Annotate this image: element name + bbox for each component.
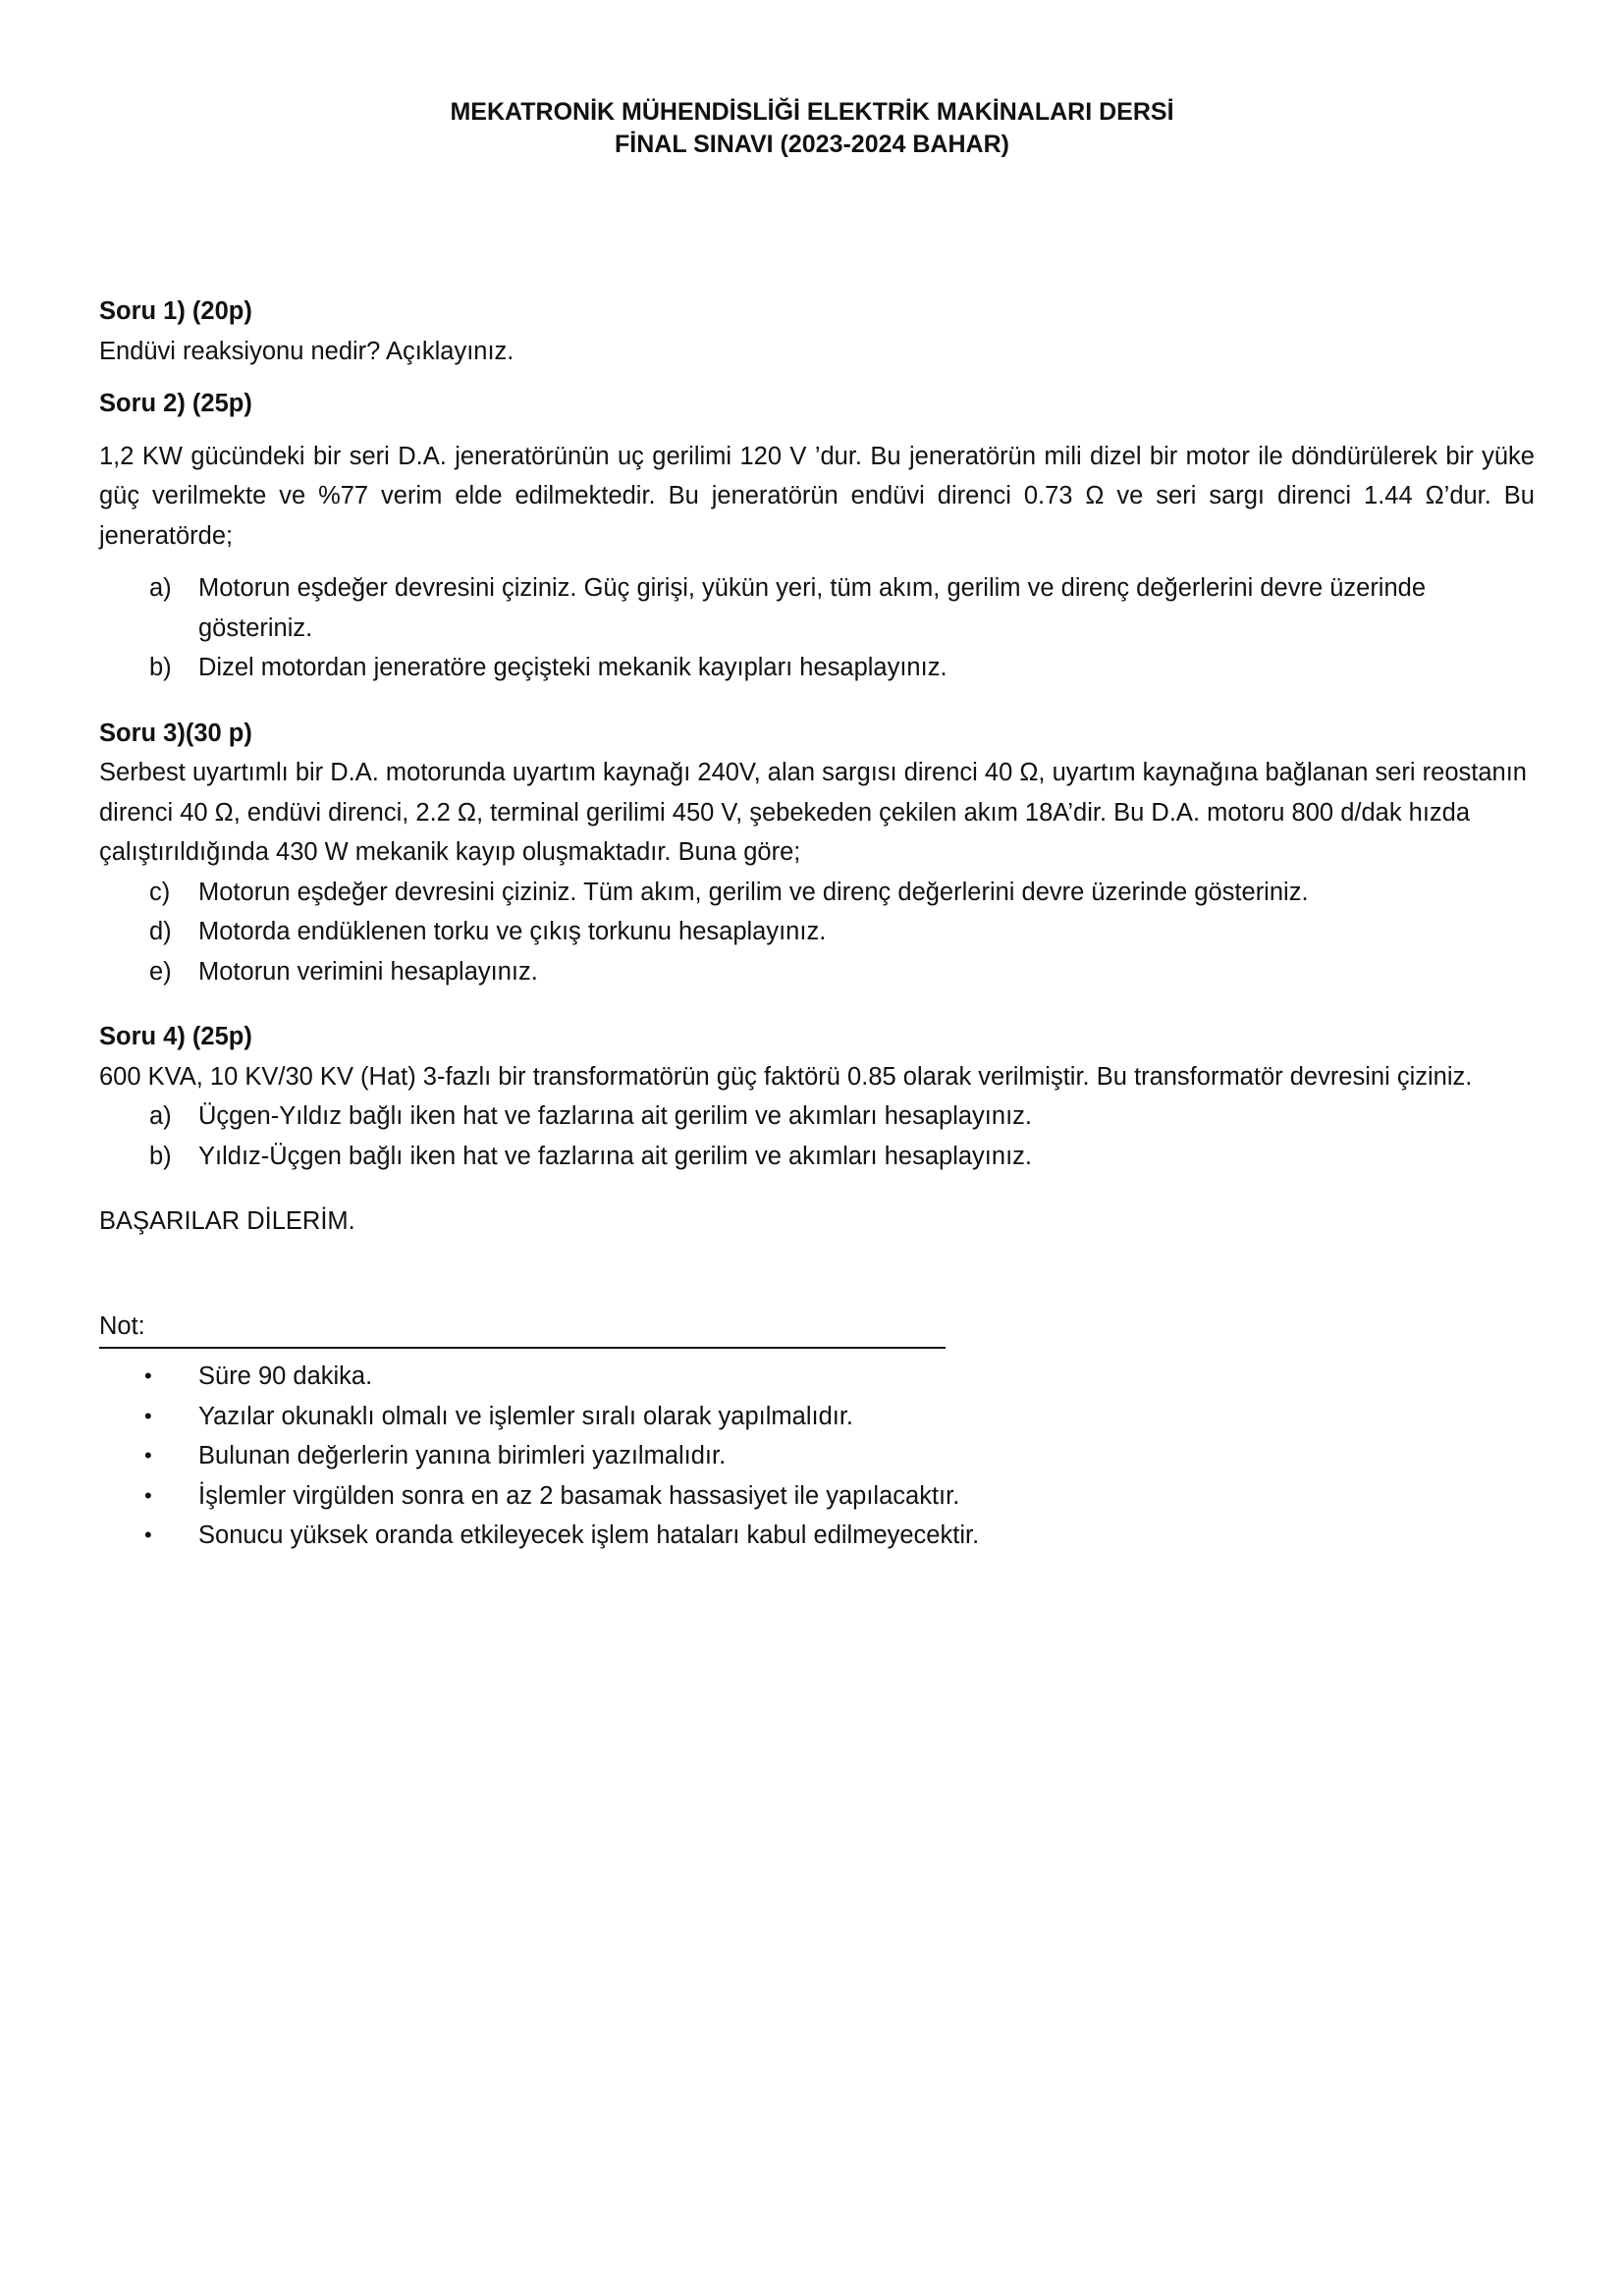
sub-question-list bbox=[99, 873, 1535, 992]
sub-question bbox=[99, 952, 1535, 992]
sub-question bbox=[99, 648, 1535, 688]
notes-section bbox=[99, 1307, 1535, 1556]
sub-question-marker: d) bbox=[149, 918, 172, 945]
sub-question-marker: e) bbox=[149, 957, 172, 986]
header-exam-title: FİNAL SINAVI (2023-2024 BAHAR) bbox=[615, 131, 1009, 158]
sub-question-text: Motorun eşdeğer devresini çiziniz. Güç girişi, yükün yeri, tüm akım, gerilim ve direnç değerlerini devre üzerinde gösteriniz. bbox=[198, 574, 1427, 642]
note-item bbox=[99, 1397, 1535, 1437]
header-course-title: MEKATRONİK MÜHENDİSLİĞİ ELEKTRİK MAKİNALARI DERSİ bbox=[450, 98, 1174, 126]
sub-question-marker: a) bbox=[149, 1102, 172, 1130]
note-item bbox=[99, 1476, 1535, 1517]
bullet-icon: • bbox=[144, 1482, 152, 1508]
question-1 bbox=[99, 292, 1535, 371]
sub-question bbox=[99, 1096, 1535, 1137]
bullet-icon: • bbox=[144, 1443, 152, 1468]
question-3 bbox=[99, 714, 1535, 992]
note-text: Bulunan değerlerin yanına birimleri yazılmalıdır. bbox=[198, 1442, 727, 1469]
sub-question-list bbox=[99, 568, 1535, 688]
sub-question-marker: b) bbox=[149, 654, 172, 681]
document-header bbox=[0, 96, 1624, 161]
question-2 bbox=[99, 384, 1535, 688]
sub-question-marker: b) bbox=[149, 1142, 172, 1170]
sub-question-text: Motorda endüklenen torku ve çıkış torkunu hesaplayınız. bbox=[198, 918, 827, 945]
notes-label: Not: bbox=[99, 1311, 145, 1340]
sub-question bbox=[99, 912, 1535, 952]
sub-question bbox=[99, 568, 1535, 648]
question-text: Endüvi reaksiyonu nedir? Açıklayınız. bbox=[99, 337, 514, 365]
question-title: Soru 3)(30 p) bbox=[99, 719, 252, 747]
question-title: Soru 1) (20p) bbox=[99, 297, 252, 325]
question-text: 1,2 KW gücündeki bir seri D.A. jeneratörünün uç gerilimi 120 V ’dur. Bu jeneratörün mili dizel bir motor ile döndürülerek bir yüke güç verilmekte ve %77 verim elde edilmektedir. Bu jeneratörün endüvi direnci 0.73 Ω ve seri sargı direnci 1.44 Ω’dur. Bu jeneratörde; bbox=[99, 442, 1535, 550]
bullet-icon: • bbox=[144, 1403, 152, 1428]
sub-question-text: Motorun verimini hesaplayınız. bbox=[198, 957, 538, 986]
sub-question-text: Yıldız-Üçgen bağlı iken hat ve fazlarına ait gerilim ve akımları hesaplayınız. bbox=[198, 1142, 1032, 1170]
sub-question-text: Motorun eşdeğer devresini çiziniz. Tüm akım, gerilim ve direnç değerlerini devre üzerinde gösteriniz. bbox=[198, 878, 1309, 906]
question-title: Soru 4) (25p) bbox=[99, 1023, 252, 1050]
note-item bbox=[99, 1357, 1535, 1397]
sub-question-marker: a) bbox=[149, 574, 172, 602]
bullet-icon: • bbox=[144, 1522, 152, 1547]
sub-question-marker: c) bbox=[149, 878, 171, 906]
question-text: 600 KVA, 10 KV/30 KV (Hat) 3-fazlı bir transformatörün güç faktörü 0.85 olarak verilmiştir. Bu transformatör devresini çiziniz. bbox=[99, 1062, 1473, 1091]
sub-question-text: Dizel motordan jeneratöre geçişteki mekanik kayıpları hesaplayınız. bbox=[198, 654, 947, 681]
note-item bbox=[99, 1436, 1535, 1476]
question-text: Serbest uyartımlı bir D.A. motorunda uyartım kaynağı 240V, alan sargısı direnci 40 Ω, uyartım kaynağına bağlanan seri reostanın direnci 40 Ω, endüvi direnci, 2.2 Ω, terminal gerilimi 450 V, şebekeden çekilen akım 18A’dir. Bu D.A. motoru 800 d/dak hızda çalıştırıldığında 430 W mekanik kayıp oluşmaktadır. Buna göre; bbox=[99, 759, 1527, 866]
closing-text: BAŞARILAR DİLERİM. bbox=[99, 1207, 355, 1235]
note-text: Sonucu yüksek oranda etkileyecek işlem hataları kabul edilmeyecektir. bbox=[198, 1522, 980, 1549]
sub-question bbox=[99, 873, 1535, 913]
bullet-icon: • bbox=[144, 1363, 152, 1388]
exam-content bbox=[99, 292, 1535, 1556]
note-text: İşlemler virgülden sonra en az 2 basamak hassasiyet ile yapılacaktır. bbox=[198, 1481, 960, 1510]
sub-question-list bbox=[99, 1096, 1535, 1176]
sub-question bbox=[99, 1137, 1535, 1177]
notes-divider bbox=[99, 1347, 946, 1349]
notes-list bbox=[99, 1357, 1535, 1556]
question-title: Soru 2) (25p) bbox=[99, 390, 252, 417]
question-4 bbox=[99, 1017, 1535, 1176]
note-text: Yazılar okunaklı olmalı ve işlemler sıralı olarak yapılmalıdır. bbox=[198, 1402, 854, 1430]
sub-question-text: Üçgen-Yıldız bağlı iken hat ve fazlarına ait gerilim ve akımları hesaplayınız. bbox=[198, 1102, 1032, 1130]
note-text: Süre 90 dakika. bbox=[198, 1362, 373, 1390]
note-item bbox=[99, 1516, 1535, 1556]
